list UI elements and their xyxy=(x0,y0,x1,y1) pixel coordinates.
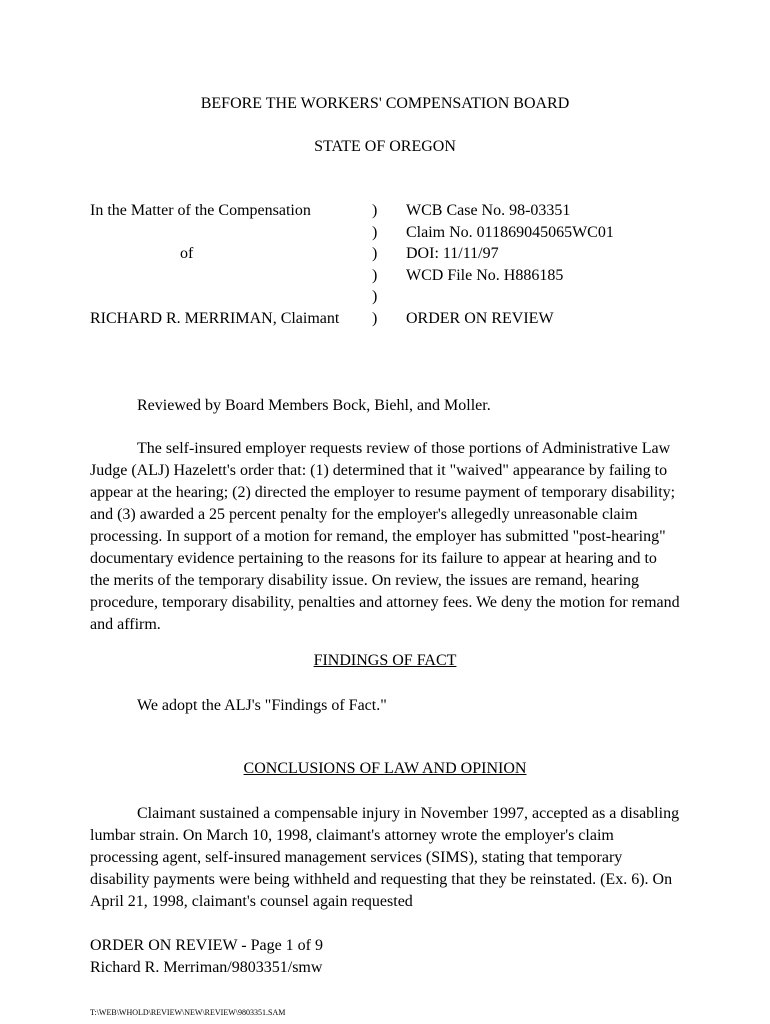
wcd-file-number: WCD File No. H886185 xyxy=(406,267,564,284)
caption-of: of xyxy=(180,245,194,262)
case-number: WCB Case No. 98-03351 xyxy=(406,202,571,219)
caption-paren: ) xyxy=(372,245,378,262)
claim-number: Claim No. 011869045065WC01 xyxy=(406,224,614,241)
caption-paren: ) xyxy=(372,224,378,241)
caption-paren: ) xyxy=(372,267,378,284)
caption-claimant: RICHARD R. MERRIMAN, Claimant xyxy=(90,310,340,327)
conclusions-heading: CONCLUSIONS OF LAW AND OPINION xyxy=(243,760,527,777)
caption-matter: In the Matter of the Compensation xyxy=(90,202,311,219)
reviewed-by: Reviewed by Board Members Bock, Biehl, and Moller. xyxy=(137,397,491,414)
caption-paren: ) xyxy=(372,202,378,219)
conclusions-paragraph: Claimant sustained a compensable injury in November 1997, accepted as a disabling lumbar strain. On March 10, 1998, claimant's attorney wrote the employer's claim processing agent, self-insured management services (SIMS), stating that temporary disability payments were being withheld and requesting that they be reinstated. (Ex. 6). On April 21, 1998, claimant's counsel again requested xyxy=(90,805,680,910)
date-of-injury: DOI: 11/11/97 xyxy=(406,245,499,262)
findings-heading: FINDINGS OF FACT xyxy=(313,652,457,669)
order-type: ORDER ON REVIEW xyxy=(406,310,554,327)
findings-paragraph: We adopt the ALJ's "Findings of Fact." xyxy=(137,697,387,714)
footer-page-number: ORDER ON REVIEW - Page 1 of 9 xyxy=(90,937,324,954)
board-title: BEFORE THE WORKERS' COMPENSATION BOARD xyxy=(200,95,570,112)
state-title: STATE OF OREGON xyxy=(314,138,456,155)
footer-file-path: T:\WEB\WHOLD\REVIEW\NEW\REVIEW\9803351.SAM xyxy=(90,1008,286,1017)
intro-paragraph: The self-insured employer requests review of those portions of Administrative Law Judge (ALJ) Hazelett's order that: (1) determined that it "waived" appearance by failing to appear at the hearing; (2) directed the employer to resume payment of temporary disability; and (3) awarded a 25 percent penalty for the employer's allegedly unreasonable claim processing. In support of a motion for remand, the employer has submitted "post-hearing" documentary evidence pertaining to the reasons for its failure to appear at hearing and to the merits of the temporary disability issue. On review, the issues are remand, hearing procedure, temporary disability, penalties and attorney fees. We deny the motion for remand and affirm. xyxy=(90,440,680,633)
footer-reference: Richard R. Merriman/9803351/smw xyxy=(90,959,323,976)
caption-paren: ) xyxy=(372,288,378,305)
caption-paren: ) xyxy=(372,310,378,327)
